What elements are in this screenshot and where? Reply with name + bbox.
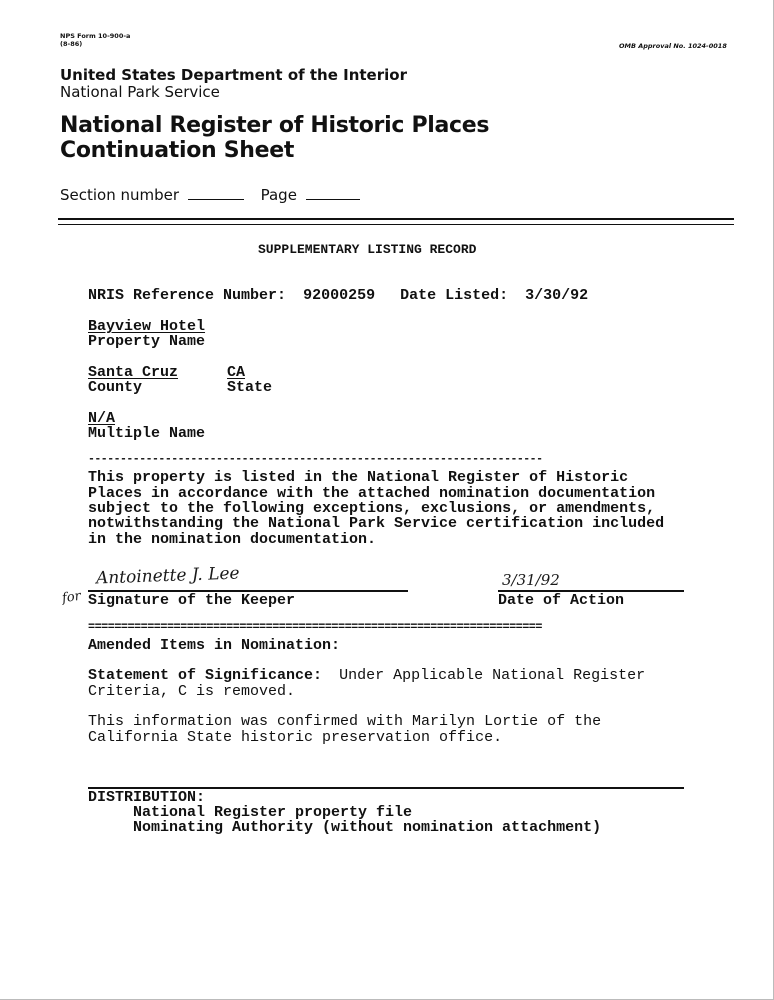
form-date: (8-86) xyxy=(60,40,83,48)
significance-text-1: Under Applicable National Register xyxy=(339,667,646,684)
page-field xyxy=(306,187,360,200)
signature-prefix: for xyxy=(61,588,82,607)
action-date-handwritten: 3/31/92 xyxy=(502,571,560,589)
amended-heading: Amended Items in Nomination: xyxy=(88,637,341,654)
county-value: Santa Cruz xyxy=(88,364,179,381)
confirm-line-2: California State historic preservation office. xyxy=(88,729,503,746)
property-name-label: Property Name xyxy=(88,333,206,350)
service-name: National Park Service xyxy=(60,83,220,101)
statement-line-3: subject to the following exceptions, exclusions, or amendments, xyxy=(88,500,656,517)
section-number-field xyxy=(188,187,244,200)
signature-label: Signature of the Keeper xyxy=(88,592,296,609)
action-date-label: Date of Action xyxy=(498,592,625,609)
signature-handwritten: Antoinette J. Lee xyxy=(95,563,240,589)
department-name: United States Department of the Interior xyxy=(60,66,407,84)
significance-line-2: Criteria, C is removed. xyxy=(88,683,296,700)
dashed-separator: ----------------------------------------------------------------------- xyxy=(88,453,543,466)
date-listed-label: Date Listed: xyxy=(400,287,509,304)
statement-line-4: notwithstanding the National Park Service certification included xyxy=(88,515,665,532)
page-subtitle: Continuation Sheet xyxy=(60,138,295,163)
double-separator: ===================================================================== xyxy=(88,620,542,634)
header-rule-thin xyxy=(58,224,734,225)
distribution-item-1: National Register property file xyxy=(133,804,413,821)
form-number: NPS Form 10-900-a xyxy=(60,32,131,40)
nris-value: 92000259 xyxy=(303,287,376,304)
page-label: Page xyxy=(260,186,297,204)
statement-line-2: Places in accordance with the attached nomination documentation xyxy=(88,485,656,502)
state-value: CA xyxy=(227,364,246,381)
nris-label: NRIS Reference Number: xyxy=(88,287,287,304)
multiple-name-value: N/A xyxy=(88,410,116,427)
date-listed-value: 3/30/92 xyxy=(525,287,589,304)
statement-line-5: in the nomination documentation. xyxy=(88,531,377,548)
statement-line-1: This property is listed in the National Register of Historic xyxy=(88,469,629,486)
significance-line-1 xyxy=(88,668,645,683)
page-title: National Register of Historic Places xyxy=(60,113,490,138)
confirm-line-1: This information was confirmed with Marilyn Lortie of the xyxy=(88,713,602,730)
state-label: State xyxy=(227,379,273,396)
omb-approval: OMB Approval No. 1024-0018 xyxy=(619,42,727,50)
section-number-label: Section number xyxy=(60,186,180,204)
multiple-name-label: Multiple Name xyxy=(88,425,206,442)
record-heading: SUPPLEMENTARY LISTING RECORD xyxy=(258,242,477,257)
distribution-item-2: Nominating Authority (without nomination attachment) xyxy=(133,819,602,836)
property-name-value: Bayview Hotel xyxy=(88,318,206,335)
nris-line xyxy=(88,288,588,303)
header-rule-thick xyxy=(58,218,734,220)
significance-label: Statement of Significance: xyxy=(88,667,323,684)
section-page-line xyxy=(60,186,360,204)
distribution-label: DISTRIBUTION: xyxy=(88,789,206,806)
county-label: County xyxy=(88,379,143,396)
